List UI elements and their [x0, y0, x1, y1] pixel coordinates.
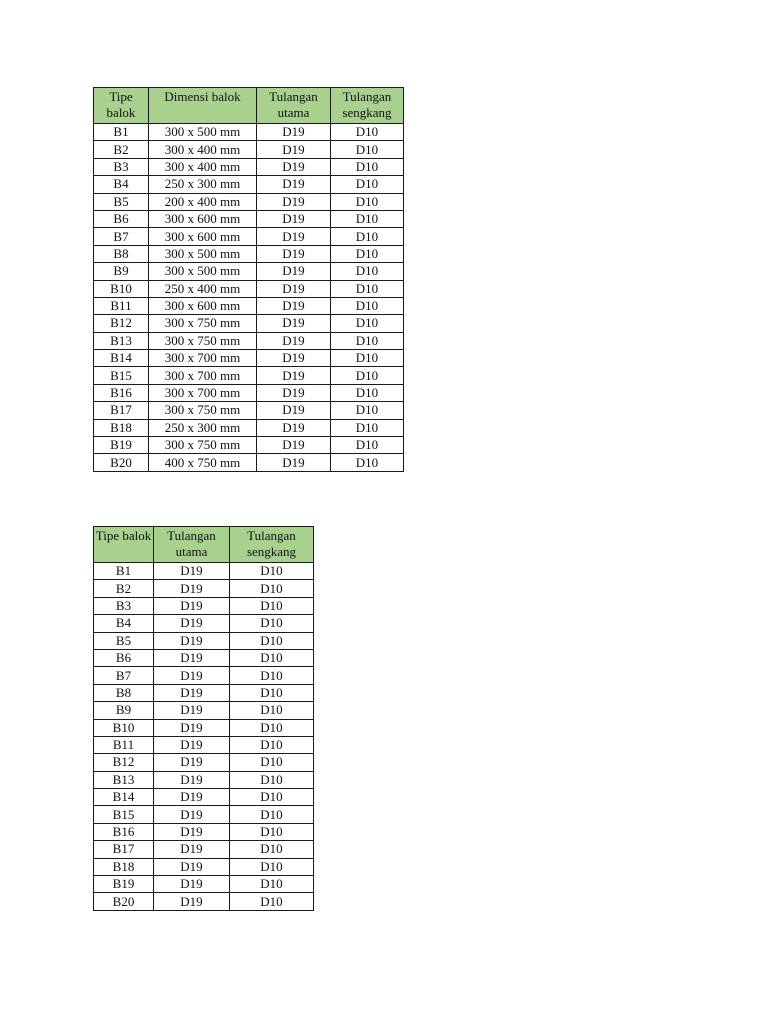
- cell-beam-type: B16: [94, 823, 154, 840]
- cell-beam-dimension: 300 x 750 mm: [149, 437, 257, 454]
- cell-main-reinforcement: D19: [257, 419, 331, 436]
- cell-beam-type: B18: [94, 419, 149, 436]
- cell-beam-dimension: 300 x 750 mm: [149, 315, 257, 332]
- cell-beam-type: B11: [94, 297, 149, 314]
- cell-beam-type: B4: [94, 615, 154, 632]
- cell-beam-dimension: 300 x 700 mm: [149, 384, 257, 401]
- cell-stirrup-reinforcement: D10: [331, 350, 404, 367]
- table-row: [94, 771, 314, 788]
- cell-beam-type: B15: [94, 806, 154, 823]
- cell-beam-type: B7: [94, 228, 149, 245]
- cell-beam-type: B19: [94, 437, 149, 454]
- cell-main-reinforcement: D19: [154, 719, 230, 736]
- cell-stirrup-reinforcement: D10: [230, 876, 314, 893]
- cell-main-reinforcement: D19: [154, 563, 230, 580]
- cell-main-reinforcement: D19: [154, 771, 230, 788]
- table-row: [94, 754, 314, 771]
- cell-main-reinforcement: D19: [257, 297, 331, 314]
- cell-stirrup-reinforcement: D10: [331, 124, 404, 141]
- cell-stirrup-reinforcement: D10: [331, 367, 404, 384]
- cell-main-reinforcement: D19: [257, 454, 331, 471]
- table-row: [94, 437, 404, 454]
- cell-beam-dimension: 300 x 500 mm: [149, 263, 257, 280]
- cell-beam-dimension: 300 x 400 mm: [149, 158, 257, 175]
- cell-stirrup-reinforcement: D10: [331, 141, 404, 158]
- cell-stirrup-reinforcement: D10: [331, 176, 404, 193]
- header-beam-dimension: Dimensi balok: [149, 88, 257, 124]
- cell-stirrup-reinforcement: D10: [331, 158, 404, 175]
- cell-stirrup-reinforcement: D10: [331, 332, 404, 349]
- cell-stirrup-reinforcement: D10: [230, 597, 314, 614]
- cell-stirrup-reinforcement: D10: [230, 632, 314, 649]
- table-row: [94, 210, 404, 227]
- cell-stirrup-reinforcement: D10: [230, 684, 314, 701]
- table-row: [94, 454, 404, 471]
- cell-beam-type: B9: [94, 263, 149, 280]
- cell-beam-type: B17: [94, 402, 149, 419]
- cell-stirrup-reinforcement: D10: [331, 193, 404, 210]
- cell-main-reinforcement: D19: [154, 858, 230, 875]
- cell-beam-type: B13: [94, 332, 149, 349]
- cell-stirrup-reinforcement: D10: [331, 210, 404, 227]
- cell-stirrup-reinforcement: D10: [230, 858, 314, 875]
- cell-main-reinforcement: D19: [154, 893, 230, 910]
- cell-main-reinforcement: D19: [257, 350, 331, 367]
- header-stirrup-reinforcement: Tulangan sengkang: [230, 527, 314, 563]
- cell-beam-type: B9: [94, 702, 154, 719]
- cell-beam-dimension: 300 x 750 mm: [149, 332, 257, 349]
- cell-main-reinforcement: D19: [257, 280, 331, 297]
- cell-main-reinforcement: D19: [154, 806, 230, 823]
- cell-main-reinforcement: D19: [257, 384, 331, 401]
- cell-stirrup-reinforcement: D10: [331, 437, 404, 454]
- cell-stirrup-reinforcement: D10: [331, 245, 404, 262]
- header-row: [94, 527, 314, 563]
- table-row: [94, 858, 314, 875]
- cell-beam-type: B12: [94, 315, 149, 332]
- cell-beam-dimension: 250 x 300 mm: [149, 419, 257, 436]
- cell-main-reinforcement: D19: [154, 667, 230, 684]
- cell-stirrup-reinforcement: D10: [230, 649, 314, 666]
- cell-beam-type: B14: [94, 789, 154, 806]
- cell-beam-type: B13: [94, 771, 154, 788]
- table-row: [94, 263, 404, 280]
- cell-beam-type: B14: [94, 350, 149, 367]
- cell-stirrup-reinforcement: D10: [331, 280, 404, 297]
- cell-beam-dimension: 400 x 750 mm: [149, 454, 257, 471]
- beam-dimension-table: [93, 87, 404, 472]
- table-row: [94, 563, 314, 580]
- table-row: [94, 315, 404, 332]
- cell-beam-type: B17: [94, 841, 154, 858]
- cell-beam-type: B11: [94, 736, 154, 753]
- cell-beam-type: B5: [94, 632, 154, 649]
- cell-main-reinforcement: D19: [257, 332, 331, 349]
- cell-beam-dimension: 200 x 400 mm: [149, 193, 257, 210]
- header-main-reinforcement: Tulangan utama: [154, 527, 230, 563]
- cell-beam-type: B4: [94, 176, 149, 193]
- cell-main-reinforcement: D19: [257, 158, 331, 175]
- table-row: [94, 384, 404, 401]
- cell-beam-type: B16: [94, 384, 149, 401]
- table-row: [94, 332, 404, 349]
- cell-stirrup-reinforcement: D10: [230, 615, 314, 632]
- cell-main-reinforcement: D19: [257, 193, 331, 210]
- table-row: [94, 367, 404, 384]
- cell-stirrup-reinforcement: D10: [230, 580, 314, 597]
- table-row: [94, 667, 314, 684]
- cell-stirrup-reinforcement: D10: [230, 736, 314, 753]
- table-row: [94, 158, 404, 175]
- table-row: [94, 419, 404, 436]
- cell-beam-type: B19: [94, 876, 154, 893]
- cell-beam-type: B2: [94, 141, 149, 158]
- cell-beam-dimension: 300 x 600 mm: [149, 210, 257, 227]
- cell-beam-dimension: 300 x 750 mm: [149, 402, 257, 419]
- table-row: [94, 245, 404, 262]
- cell-main-reinforcement: D19: [154, 580, 230, 597]
- cell-main-reinforcement: D19: [257, 176, 331, 193]
- cell-main-reinforcement: D19: [154, 632, 230, 649]
- cell-beam-dimension: 300 x 400 mm: [149, 141, 257, 158]
- table-row: [94, 719, 314, 736]
- cell-beam-dimension: 300 x 600 mm: [149, 228, 257, 245]
- cell-beam-type: B10: [94, 719, 154, 736]
- table-row: [94, 823, 314, 840]
- cell-stirrup-reinforcement: D10: [230, 719, 314, 736]
- cell-main-reinforcement: D19: [257, 315, 331, 332]
- cell-beam-type: B8: [94, 245, 149, 262]
- table-row: [94, 124, 404, 141]
- table-row: [94, 736, 314, 753]
- table-row: [94, 402, 404, 419]
- cell-stirrup-reinforcement: D10: [230, 754, 314, 771]
- cell-main-reinforcement: D19: [154, 876, 230, 893]
- header-beam-type: Tipe balok: [94, 88, 149, 124]
- cell-stirrup-reinforcement: D10: [230, 702, 314, 719]
- cell-beam-dimension: 300 x 600 mm: [149, 297, 257, 314]
- cell-main-reinforcement: D19: [154, 597, 230, 614]
- header-stirrup-reinforcement: Tulangan sengkang: [331, 88, 404, 124]
- table-row: [94, 702, 314, 719]
- cell-beam-dimension: 250 x 300 mm: [149, 176, 257, 193]
- cell-main-reinforcement: D19: [154, 754, 230, 771]
- cell-stirrup-reinforcement: D10: [331, 228, 404, 245]
- cell-beam-type: B7: [94, 667, 154, 684]
- table-row: [94, 297, 404, 314]
- cell-stirrup-reinforcement: D10: [230, 789, 314, 806]
- cell-main-reinforcement: D19: [154, 823, 230, 840]
- cell-beam-type: B6: [94, 649, 154, 666]
- table-row: [94, 684, 314, 701]
- cell-main-reinforcement: D19: [257, 124, 331, 141]
- cell-main-reinforcement: D19: [257, 402, 331, 419]
- cell-stirrup-reinforcement: D10: [230, 771, 314, 788]
- table-row: [94, 649, 314, 666]
- cell-stirrup-reinforcement: D10: [331, 402, 404, 419]
- cell-beam-type: B12: [94, 754, 154, 771]
- table-body: [94, 563, 314, 911]
- cell-beam-type: B6: [94, 210, 149, 227]
- cell-beam-dimension: 300 x 500 mm: [149, 124, 257, 141]
- cell-beam-type: B8: [94, 684, 154, 701]
- table-row: [94, 806, 314, 823]
- table-row: [94, 141, 404, 158]
- cell-stirrup-reinforcement: D10: [331, 315, 404, 332]
- cell-beam-type: B1: [94, 124, 149, 141]
- cell-stirrup-reinforcement: D10: [230, 823, 314, 840]
- beam-reinforcement-table: [93, 526, 314, 911]
- cell-main-reinforcement: D19: [154, 684, 230, 701]
- table-row: [94, 193, 404, 210]
- cell-stirrup-reinforcement: D10: [230, 841, 314, 858]
- cell-beam-type: B1: [94, 563, 154, 580]
- cell-main-reinforcement: D19: [257, 245, 331, 262]
- cell-main-reinforcement: D19: [154, 702, 230, 719]
- table-row: [94, 580, 314, 597]
- table-row: [94, 176, 404, 193]
- cell-stirrup-reinforcement: D10: [331, 263, 404, 280]
- table-body: [94, 124, 404, 472]
- cell-main-reinforcement: D19: [257, 210, 331, 227]
- cell-beam-type: B20: [94, 454, 149, 471]
- cell-beam-dimension: 300 x 700 mm: [149, 367, 257, 384]
- cell-beam-type: B10: [94, 280, 149, 297]
- cell-beam-type: B3: [94, 597, 154, 614]
- table-row: [94, 597, 314, 614]
- table-row: [94, 632, 314, 649]
- cell-stirrup-reinforcement: D10: [331, 297, 404, 314]
- cell-main-reinforcement: D19: [154, 789, 230, 806]
- table-row: [94, 789, 314, 806]
- cell-beam-dimension: 300 x 500 mm: [149, 245, 257, 262]
- header-main-reinforcement: Tulangan utama: [257, 88, 331, 124]
- cell-main-reinforcement: D19: [154, 736, 230, 753]
- cell-main-reinforcement: D19: [257, 228, 331, 245]
- table-row: [94, 280, 404, 297]
- cell-stirrup-reinforcement: D10: [331, 454, 404, 471]
- cell-stirrup-reinforcement: D10: [230, 893, 314, 910]
- cell-beam-type: B18: [94, 858, 154, 875]
- cell-beam-dimension: 300 x 700 mm: [149, 350, 257, 367]
- cell-main-reinforcement: D19: [257, 367, 331, 384]
- cell-main-reinforcement: D19: [257, 437, 331, 454]
- cell-stirrup-reinforcement: D10: [230, 806, 314, 823]
- cell-beam-type: B3: [94, 158, 149, 175]
- cell-main-reinforcement: D19: [257, 263, 331, 280]
- cell-stirrup-reinforcement: D10: [331, 419, 404, 436]
- table-row: [94, 876, 314, 893]
- table-row: [94, 615, 314, 632]
- cell-main-reinforcement: D19: [154, 649, 230, 666]
- header-row: [94, 88, 404, 124]
- cell-beam-type: B15: [94, 367, 149, 384]
- table-row: [94, 841, 314, 858]
- table-row: [94, 228, 404, 245]
- table-row: [94, 350, 404, 367]
- cell-stirrup-reinforcement: D10: [230, 667, 314, 684]
- cell-stirrup-reinforcement: D10: [331, 384, 404, 401]
- header-beam-type: Tipe balok: [94, 527, 154, 563]
- cell-main-reinforcement: D19: [154, 841, 230, 858]
- cell-beam-type: B2: [94, 580, 154, 597]
- cell-main-reinforcement: D19: [257, 141, 331, 158]
- cell-main-reinforcement: D19: [154, 615, 230, 632]
- cell-beam-type: B20: [94, 893, 154, 910]
- cell-stirrup-reinforcement: D10: [230, 563, 314, 580]
- cell-beam-type: B5: [94, 193, 149, 210]
- table-row: [94, 893, 314, 910]
- cell-beam-dimension: 250 x 400 mm: [149, 280, 257, 297]
